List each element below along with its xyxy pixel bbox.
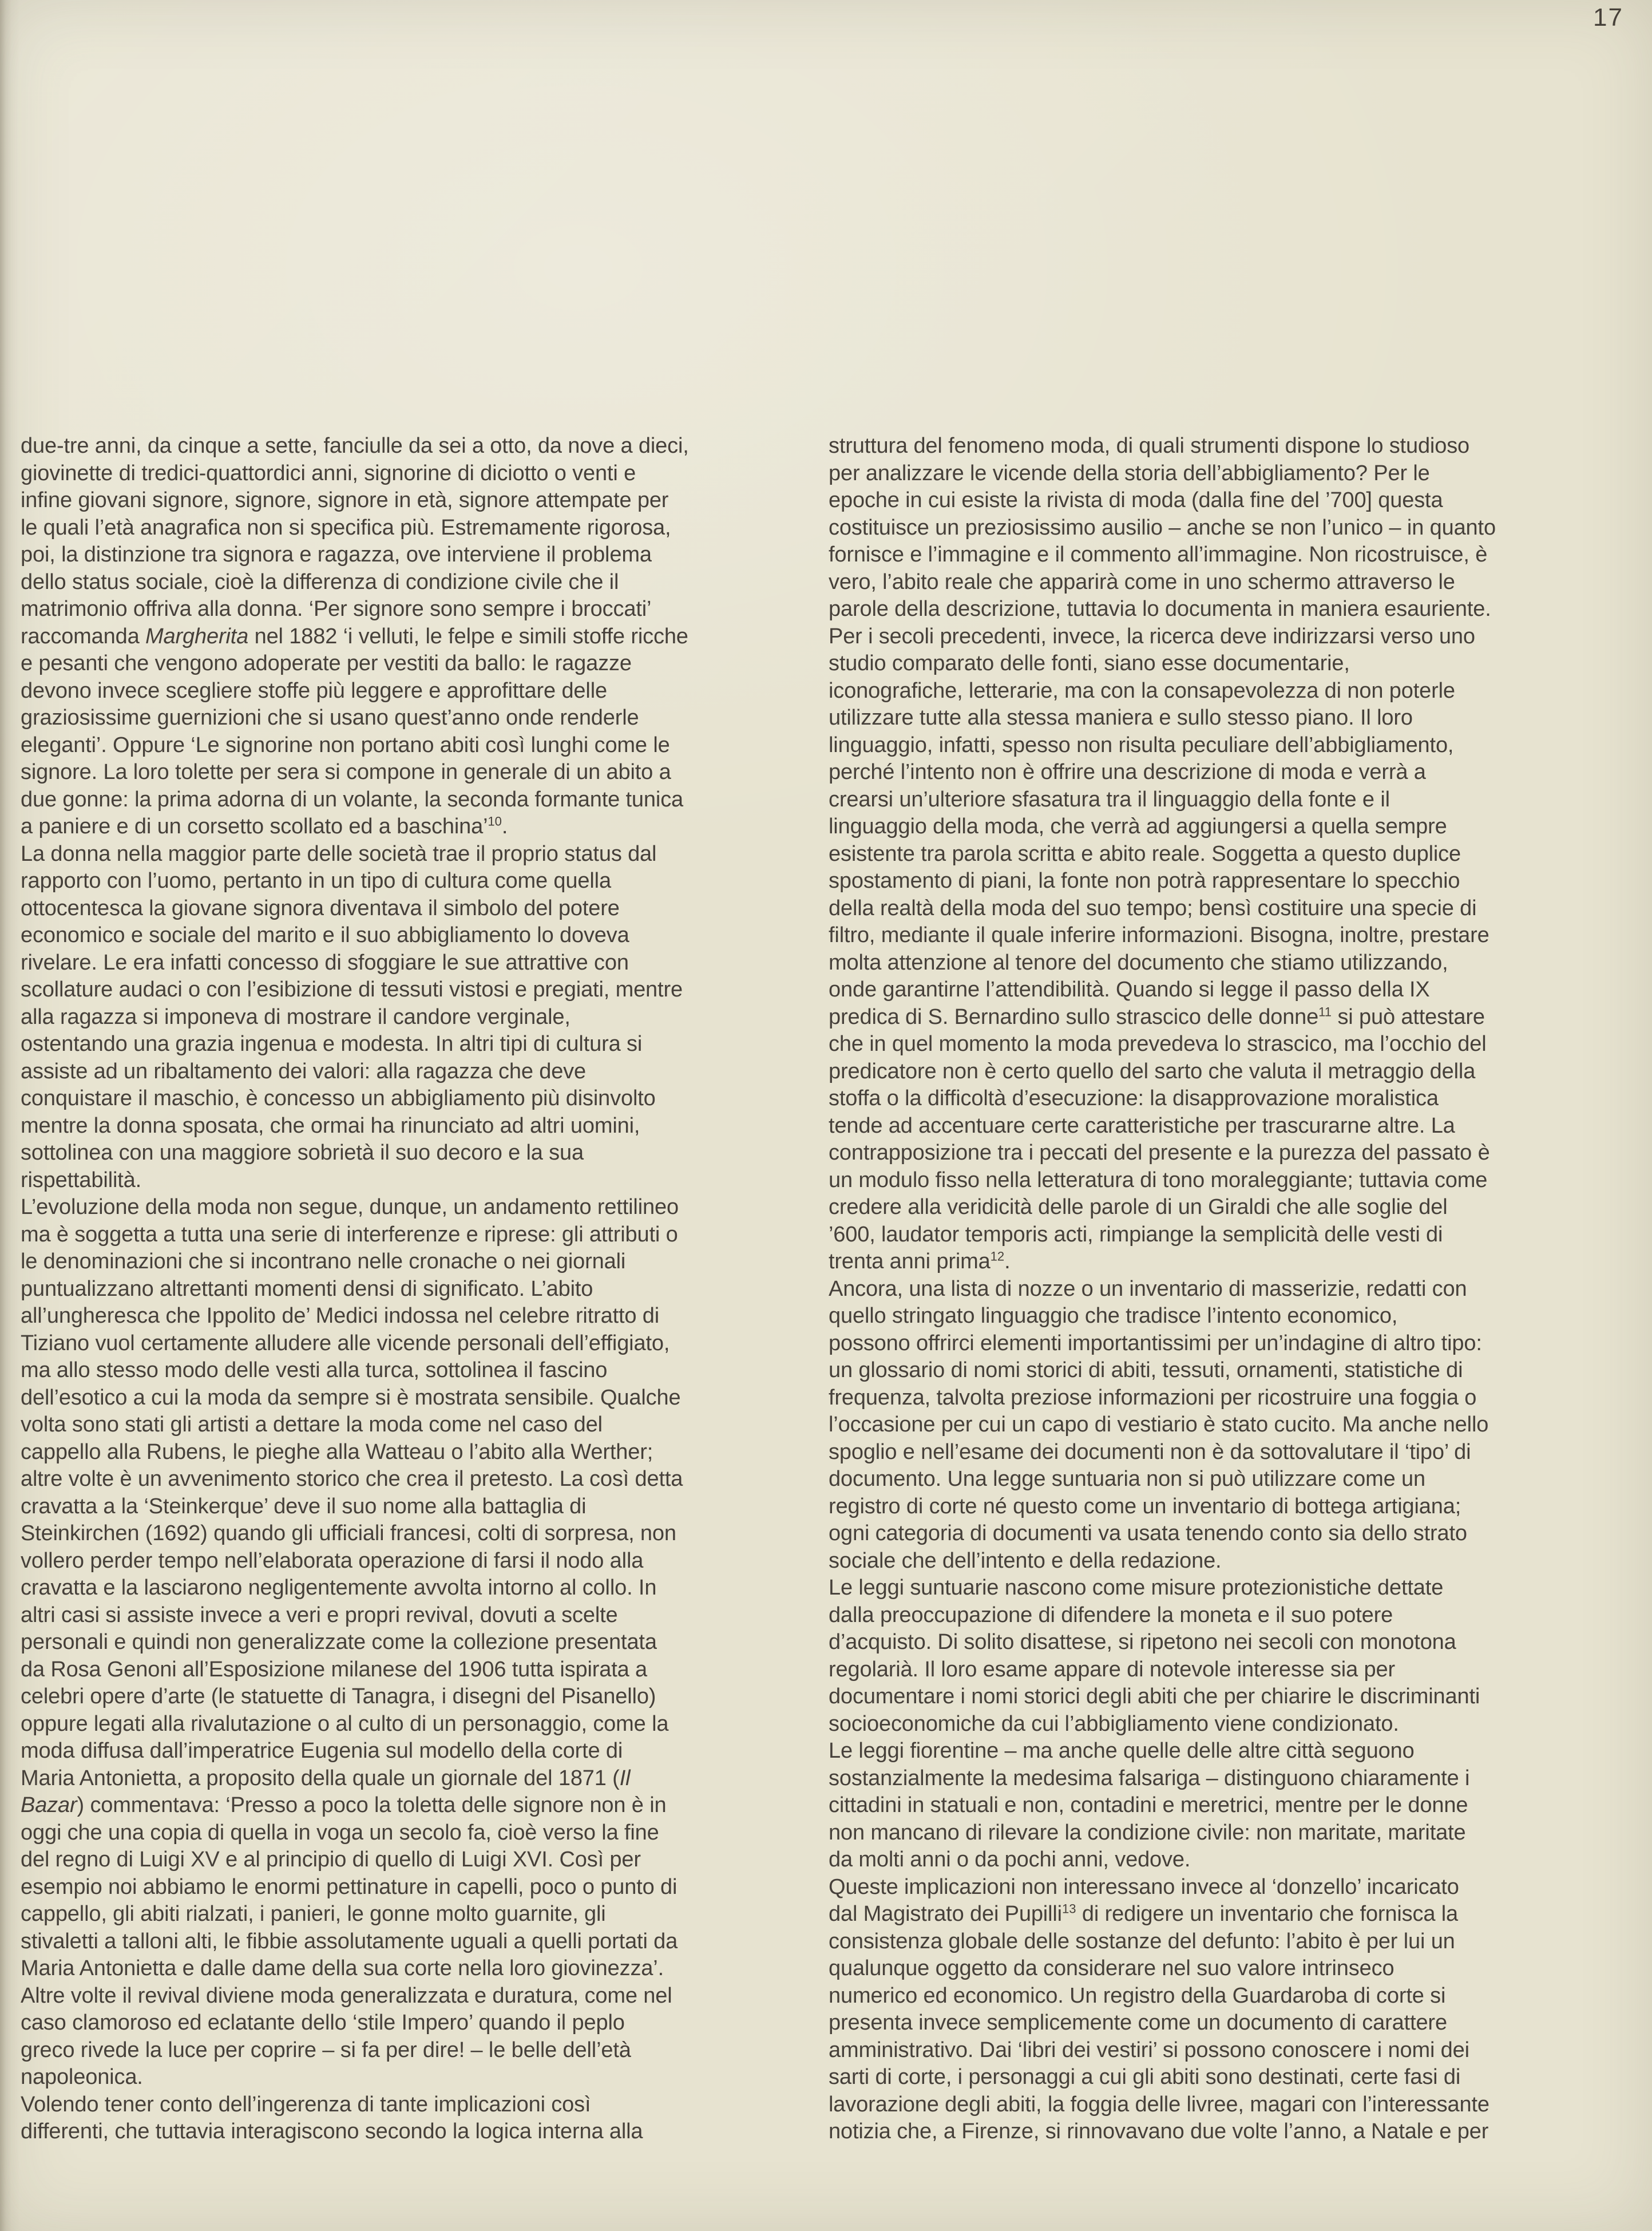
text-line: oggi che una copia di quella in voga un secolo fa, cioè verso la fine — [21, 1820, 659, 1845]
text-line: cittadini in statuali e non, contadini e meretrici, mentre per le donne — [829, 1793, 1468, 1817]
text-line: dello status sociale, cioè la differenza di condizione civile che il — [21, 569, 619, 594]
text-line: Le leggi suntuarie nascono come misure protezionistiche dettate — [829, 1576, 1444, 1600]
text-line: all’ungheresca che Ippolito de’ Medici indossa nel celebre ritratto di — [21, 1304, 660, 1328]
text-line: cappello alla Rubens, le pieghe alla Watteau o l’abito alla Werther; — [21, 1439, 653, 1464]
text-line: qualunque oggetto da considerare nel suo valore intrinseco — [829, 1956, 1395, 1980]
text-line: dal Magistrato dei Pupilli$^{13}$ di redigere un inventario che fornisca la — [829, 1901, 1459, 1926]
text-line: linguaggio, infatti, spesso non risulta peculiare dell’abbigliamento, — [829, 733, 1454, 757]
text-line: cravatta a la ‘Steinkerque’ deve il suo nome alla battaglia di — [21, 1494, 587, 1518]
text-line: infine giovani signore, signore, signore in età, signore attempate per — [21, 488, 669, 512]
text-line: esistente tra parola scritta e abito reale. Soggetta a questo duplice — [829, 841, 1461, 866]
text-line: che in quel momento la moda prevedeva lo strascico, ma l’occhio del — [829, 1032, 1487, 1056]
text-line: fornisce e l’immagine e il commento all’immagine. Non ricostruisce, è — [829, 543, 1488, 567]
text-column-left — [21, 433, 811, 2146]
text-line: vollero perder tempo nell’elaborata operazione di farsi il nodo alla — [21, 1548, 644, 1573]
text-line: documentare i nomi storici degli abiti che per chiarire le discriminanti — [829, 1684, 1480, 1708]
text-line: dalla preoccupazione di difendere la moneta e il suo potere — [829, 1603, 1393, 1627]
text-line: napoleonica. — [21, 2065, 143, 2089]
text-line: contrapposizione tra i peccati del presente e la purezza del passato è — [829, 1141, 1490, 1165]
text-line: linguaggio della moda, che verrà ad aggiungersi a quella sempre — [829, 814, 1447, 838]
text-line: trenta anni prima$^{12}$. — [829, 1249, 1011, 1273]
text-line: La donna nella maggior parte delle società trae il proprio status dal — [21, 841, 657, 866]
text-line: presenta invece semplicemente come un documento di carattere — [829, 2011, 1447, 2035]
text-line: spostamento di piani, la fonte non potrà rappresentare lo specchio — [829, 869, 1460, 893]
text-line: d’acquisto. Di solito disattese, si ripetono nei secoli con monotona — [829, 1630, 1456, 1654]
text-line: tende ad accentuare certe caratteristiche per trascurarne altre. La — [829, 1113, 1455, 1138]
text-line: Altre volte il revival diviene moda generalizzata e duratura, come nel — [21, 1983, 672, 2008]
text-line: della realtà della moda del suo tempo; bensì costituire una specie di — [829, 896, 1477, 920]
text-line: due-tre anni, da cinque a sette, fanciulle da sei a otto, da nove a dieci, — [21, 434, 689, 458]
page-number: 17 — [1593, 3, 1623, 31]
text-line: predicatore non è certo quello del sarto che valuta il metraggio della — [829, 1059, 1476, 1083]
text-line: rivelare. Le era infatti concesso di sfoggiare le sue attrattive con — [21, 950, 629, 975]
text-line: L’evoluzione della moda non segue, dunque, un andamento rettilineo — [21, 1195, 679, 1219]
text-line: raccomanda Margherita nel 1882 ‘i velluti, le felpe e simili stoffe ricche — [21, 624, 688, 648]
page-left-edge-shadow — [0, 0, 19, 2231]
text-line: Ancora, una lista di nozze o un inventario di masserizie, redatti con — [829, 1276, 1467, 1301]
text-line: un modulo fisso nella letteratura di tono moraleggiante; tuttavia come — [829, 1168, 1488, 1192]
text-line: le denominazioni che si incontrano nelle cronache o nei giornali — [21, 1249, 626, 1273]
text-line: crearsi un’ulteriore sfasatura tra il linguaggio della fonte e il — [829, 787, 1390, 812]
text-line: le quali l’età anagrafica non si specifica più. Estremamente rigorosa, — [21, 515, 671, 540]
text-line: credere alla veridicità delle parole di un Giraldi che alle soglie del — [829, 1195, 1448, 1219]
text-line: utilizzare tutte alla stessa maniera e sullo stesso piano. Il loro — [829, 706, 1413, 730]
text-line: graziosissime guernizioni che si usano quest’anno onde renderle — [21, 706, 639, 730]
text-line: due gonne: la prima adorna di un volante, la seconda formante tunica — [21, 787, 684, 812]
text-line: poi, la distinzione tra signora e ragazza, ove interviene il problema — [21, 543, 652, 567]
text-line: greco rivede la luce per coprire – si fa per dire! – le belle dell’età — [21, 2038, 631, 2062]
text-line: giovinette di tredici-quattordici anni, signorine di diciotto o venti e — [21, 461, 636, 485]
text-line: a paniere e di un corsetto scollato ed a baschina’$^{10}$. — [21, 814, 508, 838]
text-line: celebri opere d’arte (le statuette di Tanagra, i disegni del Pisanello) — [21, 1684, 656, 1708]
text-line: studio comparato delle fonti, siano esse documentarie, — [829, 651, 1350, 675]
text-column-right — [829, 433, 1639, 2146]
text-line: Maria Antonietta, a proposito della quale un giornale del 1871 (Il — [21, 1766, 631, 1790]
text-line: da Rosa Genoni all’Esposizione milanese del 1906 tutta ispirata a — [21, 1657, 648, 1682]
text-line: conquistare il maschio, è concesso un abbigliamento più disinvolto — [21, 1086, 656, 1110]
text-line: Volendo tener conto dell’ingerenza di tante implicazioni così — [21, 2092, 591, 2117]
text-line: Per i secoli precedenti, invece, la ricerca deve indirizzarsi verso uno — [829, 624, 1475, 648]
text-line: mentre la donna sposata, che ormai ha rinunciato ad altri uomini, — [21, 1113, 640, 1138]
text-line: caso clamoroso ed eclatante dello ‘stile Impero’ quando il peplo — [21, 2011, 625, 2035]
text-line: sociale che dell’intento e della redazione. — [829, 1548, 1222, 1573]
text-line: assiste ad un ribaltamento dei valori: alla ragazza che deve — [21, 1059, 587, 1083]
text-line: frequenza, talvolta preziose informazioni per ricostruire una foggia o — [829, 1385, 1477, 1410]
text-line: altre volte è un avvenimento storico che crea il pretesto. La così detta — [21, 1467, 683, 1491]
text-line: eleganti’. Oppure ‘Le signorine non portano abiti così lunghi come le — [21, 733, 670, 757]
text-line: oppure legati alla rivalutazione o al culto di un personaggio, come la — [21, 1711, 669, 1736]
text-line: epoche in cui esiste la rivista di moda (dalla fine del ’700] questa — [829, 488, 1443, 512]
text-line: sostanzialmente la medesima falsariga – distinguono chiaramente i — [829, 1766, 1470, 1790]
text-line: Tiziano vuol certamente alludere alle vicende personali dell’effigiato, — [21, 1331, 670, 1355]
text-line: consistenza globale delle sostanze del defunto: l’abito è per lui un — [829, 1929, 1455, 1953]
text-line: signore. La loro tolette per sera si compone in generale di un abito a — [21, 760, 671, 784]
text-line: Queste implicazioni non interessano invece al ‘donzello’ incaricato — [829, 1874, 1459, 1899]
text-line: amministrativo. Dai ‘libri dei vestiri’ si possono conoscere i nomi dei — [829, 2038, 1469, 2062]
text-line: possono offrirci elementi importantissimi per un’indagine di altro tipo: — [829, 1331, 1482, 1355]
text-line: parole della descrizione, tuttavia lo documenta in maniera esauriente. — [829, 597, 1491, 621]
text-line: per analizzare le vicende della storia dell’abbigliamento? Per le — [829, 461, 1430, 485]
text-line: rispettabilità. — [21, 1168, 142, 1192]
text-line: quello stringato linguaggio che tradisce l’intento economico, — [829, 1304, 1398, 1328]
text-line: economico e sociale del marito e il suo abbigliamento lo doveva — [21, 923, 629, 947]
text-line: sarti di corte, i personaggi a cui gli abiti sono destinati, certe fasi di — [829, 2065, 1461, 2089]
text-line: Maria Antonietta e dalle dame della sua corte nella loro giovinezza’. — [21, 1956, 664, 1980]
text-line: ’600, laudator temporis acti, rimpiange la semplicità delle vesti di — [829, 1222, 1443, 1247]
text-line: molta attenzione al tenore del documento che stiamo utilizzando, — [829, 950, 1448, 975]
text-line: lavorazione degli abiti, la foggia delle livree, magari con l’interessante — [829, 2092, 1489, 2117]
text-line: personali e quindi non generalizzate come la collezione presentata — [21, 1630, 657, 1654]
text-line: stivaletti a talloni alti, le fibbie assolutamente uguali a quelli portati da — [21, 1929, 678, 1953]
text-line: stoffa o la difficoltà d’esecuzione: la disapprovazione moralistica — [829, 1086, 1439, 1110]
text-line: l’occasione per cui un capo di vestiario è stato cucito. Ma anche nello — [829, 1413, 1489, 1437]
text-line: dell’esotico a cui la moda da sempre si è mostrata sensibile. Qualche — [21, 1385, 681, 1410]
text-line: cappello, gli abiti rialzati, i panieri, le gonne molto guarnite, gli — [21, 1902, 606, 1926]
text-line: predica di S. Bernardino sullo strascico delle donne$^{11}$ si può attestare — [829, 1004, 1485, 1029]
text-line: rapporto con l’uomo, pertanto in un tipo di cultura come quella — [21, 869, 611, 893]
text-line: non mancano di rilevare la condizione civile: non maritate, maritate — [829, 1820, 1466, 1845]
text-line: un glossario di nomi storici di abiti, tessuti, ornamenti, statistiche di — [829, 1358, 1463, 1382]
text-line: costituisce un preziosissimo ausilio – anche se non l’unico – in quanto — [829, 515, 1496, 540]
text-line: notizia che, a Firenze, si rinnovavano due volte l’anno, a Natale e per — [829, 2119, 1489, 2143]
text-line: volta sono stati gli artisti a dettare la moda come nel caso del — [21, 1413, 603, 1437]
text-line: devono invece scegliere stoffe più leggere e approfittare delle — [21, 678, 607, 703]
text-line: sottolinea con una maggiore sobrietà il suo decoro e la sua — [21, 1141, 584, 1165]
text-line: moda diffusa dall’imperatrice Eugenia sul modello della corte di — [21, 1739, 623, 1763]
text-line: e pesanti che vengono adoperate per vestiti da ballo: le ragazze — [21, 651, 632, 675]
text-line: Le leggi fiorentine – ma anche quelle delle altre città seguono — [829, 1739, 1415, 1763]
text-line: esempio noi abbiamo le enormi pettinature in capelli, poco o punto di — [21, 1874, 678, 1899]
text-line: socioeconomiche da cui l’abbigliamento viene condizionato. — [829, 1711, 1399, 1736]
text-line: spoglio e nell’esame dei documenti non è da sottovalutare il ‘tipo’ di — [829, 1439, 1471, 1464]
text-line: da molti anni o da pochi anni, vedove. — [829, 1848, 1191, 1872]
text-line: scollature audaci o con l’esibizione di tessuti vistosi e pregiati, mentre — [21, 978, 683, 1002]
text-line: puntualizzano altrettanti momenti densi di significato. L’abito — [21, 1276, 593, 1301]
text-line: differenti, che tuttavia interagiscono secondo la logica interna alla — [21, 2119, 643, 2143]
text-line: regolarià. Il loro esame appare di notevole interesse sia per — [829, 1657, 1395, 1682]
text-line: perché l’intento non è offrire una descrizione di moda e verrà a — [829, 760, 1426, 784]
text-line: ma allo stesso modo delle vesti alla turca, sottolinea il fascino — [21, 1358, 608, 1382]
text-line: onde garantirne l’attendibilità. Quando si legge il passo della IX — [829, 978, 1430, 1002]
text-line: ma è soggetta a tutta una serie di interferenze e riprese: gli attributi o — [21, 1222, 678, 1247]
text-line: struttura del fenomeno moda, di quali strumenti dispone lo studioso — [829, 434, 1470, 458]
text-line: ogni categoria di documenti va usata tenendo conto sia dello strato — [829, 1521, 1467, 1545]
text-line: vero, l’abito reale che apparirà come in uno schermo attraverso le — [829, 569, 1455, 594]
text-line: registro di corte né questo come un inventario di bottega artigiana; — [829, 1494, 1461, 1518]
text-line: numerico ed economico. Un registro della Guardaroba di corte si — [829, 1983, 1446, 2008]
text-line: filtro, mediante il quale inferire informazioni. Bisogna, inoltre, prestare — [829, 923, 1489, 947]
text-line: Steinkirchen (1692) quando gli ufficiali francesi, colti di sorpresa, non — [21, 1521, 676, 1545]
text-line: Bazar) commentava: ‘Presso a poco la toletta delle signore non è in — [21, 1793, 667, 1817]
text-line: cravatta e la lasciarono negligentemente avvolta intorno al collo. In — [21, 1576, 657, 1600]
text-line: ottocentesca la giovane signora diventava il simbolo del potere — [21, 896, 620, 920]
text-line: del regno di Luigi XV e al principio di quello di Luigi XVI. Così per — [21, 1848, 641, 1872]
text-line: matrimonio offriva alla donna. ‘Per signore sono sempre i broccati’ — [21, 597, 652, 621]
text-line: alla ragazza si imponeva di mostrare il candore verginale, — [21, 1004, 571, 1029]
text-line: iconografiche, letterarie, ma con la consapevolezza di non poterle — [829, 678, 1455, 703]
text-line: documento. Una legge suntuaria non si può utilizzare come un — [829, 1467, 1425, 1491]
text-line: altri casi si assiste invece a veri e propri revival, dovuti a scelte — [21, 1603, 618, 1627]
text-line: ostentando una grazia ingenua e modesta. In altri tipi di cultura si — [21, 1032, 643, 1056]
